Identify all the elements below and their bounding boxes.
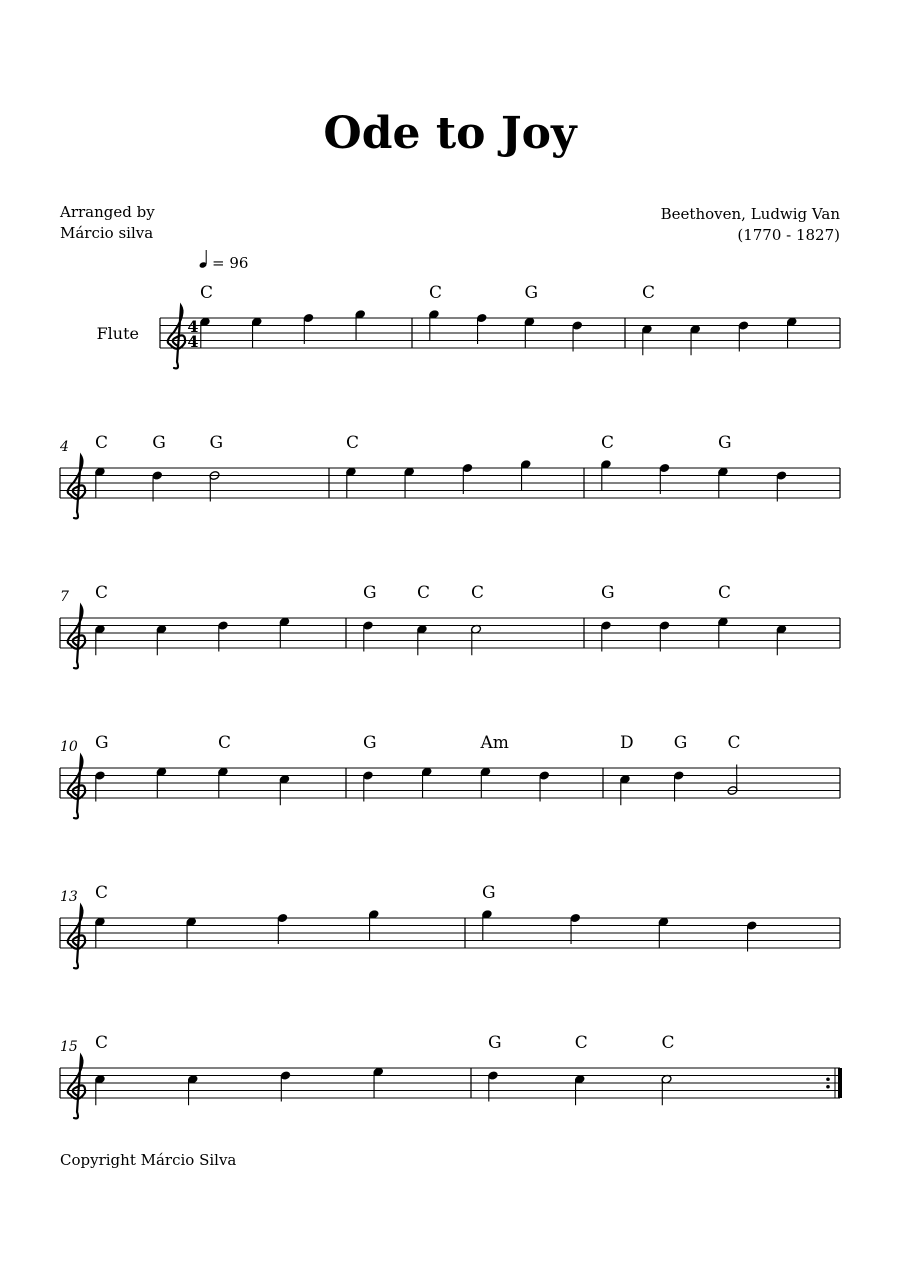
chord-symbol: Am xyxy=(480,733,509,753)
time-signature-bottom: 4 xyxy=(187,332,199,351)
chord-symbol: C xyxy=(471,583,485,603)
score-title: Ode to Joy xyxy=(323,108,577,159)
time-signature-top: 4 xyxy=(187,317,199,336)
chord-symbol: C xyxy=(346,433,360,453)
chord-symbol: G xyxy=(673,733,688,753)
treble-clef-icon xyxy=(68,456,85,518)
repeat-dot xyxy=(826,1085,830,1089)
chord-symbol: C xyxy=(661,1033,675,1053)
chord-symbol: C xyxy=(95,883,109,903)
treble-clef-icon xyxy=(168,306,185,368)
chord-symbol: D xyxy=(620,733,634,753)
chord-symbol: G xyxy=(718,433,732,453)
treble-clef-icon xyxy=(68,756,85,818)
arranger-name: Márcio silva xyxy=(60,224,154,242)
chord-symbol: G xyxy=(363,583,377,603)
staff-system xyxy=(59,433,840,518)
chord-symbol: G xyxy=(488,1033,502,1053)
chord-symbol: G xyxy=(209,433,224,453)
chord-symbol: C xyxy=(718,583,732,603)
treble-clef-icon xyxy=(68,606,85,668)
chord-symbol: C xyxy=(574,1033,588,1053)
chord-symbol: C xyxy=(727,733,741,753)
chord-symbol: G xyxy=(482,883,496,903)
chord-symbol: C xyxy=(95,583,109,603)
tempo-marking: = 96 xyxy=(212,254,249,272)
composer-dates: (1770 - 1827) xyxy=(737,226,840,244)
chord-symbol: C xyxy=(417,583,431,603)
chord-symbol: G xyxy=(95,733,109,753)
chord-symbol: C xyxy=(429,283,443,303)
chord-symbol: C xyxy=(601,433,615,453)
treble-clef-icon xyxy=(68,906,85,968)
chord-symbol: C xyxy=(642,283,656,303)
staff-system xyxy=(97,250,840,368)
repeat-thick-barline xyxy=(838,1068,842,1098)
measure-number: 15 xyxy=(60,1039,78,1055)
instrument-label: Flute xyxy=(96,324,139,343)
measure-number: 7 xyxy=(60,589,69,605)
chord-symbol: G xyxy=(152,433,166,453)
chord-symbol: G xyxy=(524,283,539,303)
chord-symbol: G xyxy=(363,733,377,753)
chord-symbol: C xyxy=(218,733,232,753)
chord-symbol: C xyxy=(95,1033,109,1053)
composer-name: Beethoven, Ludwig Van xyxy=(660,205,840,223)
copyright-notice: Copyright Márcio Silva xyxy=(60,1151,237,1169)
measure-number: 10 xyxy=(60,739,78,755)
arranger-label: Arranged by xyxy=(60,203,155,221)
staff-system xyxy=(60,883,840,968)
chord-symbol: G xyxy=(601,583,615,603)
staff-system xyxy=(60,733,840,818)
repeat-dot xyxy=(826,1077,830,1081)
chord-symbol: C xyxy=(200,283,214,303)
staff-system xyxy=(60,583,840,668)
measure-number: 13 xyxy=(60,889,78,905)
measure-number: 4 xyxy=(60,439,69,455)
treble-clef-icon xyxy=(68,1056,85,1118)
chord-symbol: C xyxy=(95,433,109,453)
staff-system xyxy=(60,1033,842,1118)
